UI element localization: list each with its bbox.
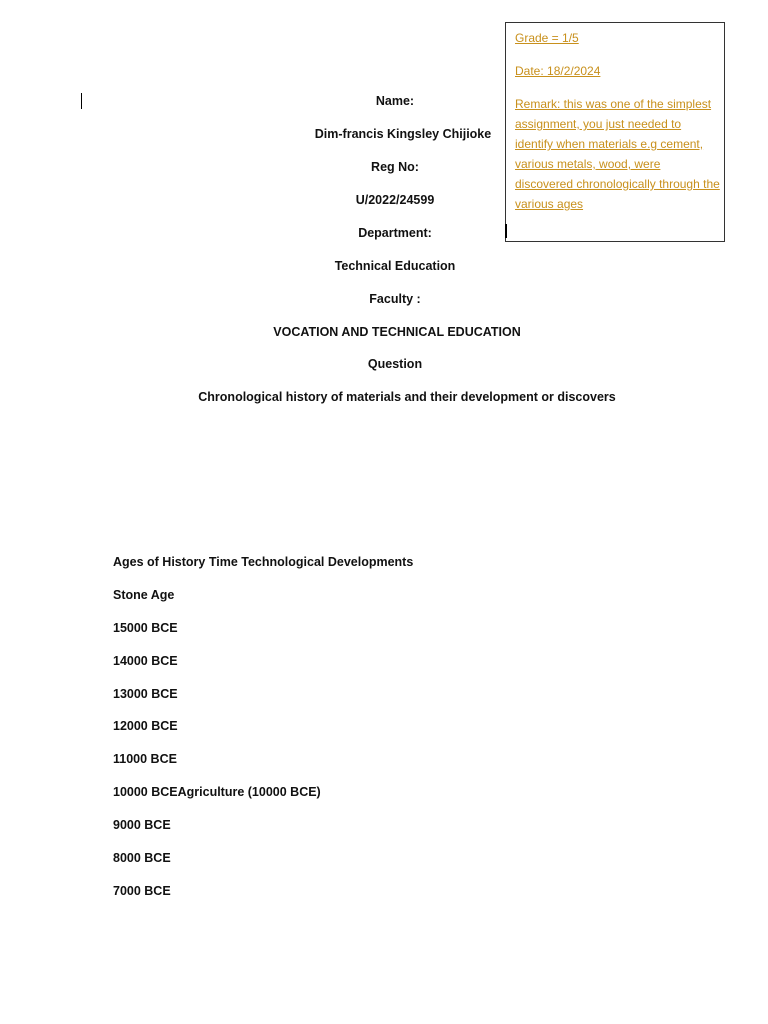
- reg-value: U/2022/24599: [355, 193, 435, 207]
- age-heading: Stone Age: [113, 588, 175, 602]
- timeline-heading: Ages of History Time Technological Developments: [113, 555, 414, 569]
- timeline-entry: 15000 BCE: [113, 621, 178, 635]
- timeline-entry: 11000 BCE: [113, 752, 177, 766]
- timeline-entry: 12000 BCE: [113, 719, 178, 733]
- timeline-entry: 14000 BCE: [113, 654, 178, 668]
- text-cursor: [81, 93, 82, 109]
- grading-date: Date: 18/2/2024: [515, 64, 601, 78]
- remark-text: Remark: this was one of the simplest assignment, you just needed to identify when materials e.g cement, various metals, wood, were discovered chronologically through the various ages: [515, 97, 720, 211]
- comment-anchor-marker: [505, 224, 507, 238]
- grading-remark-box[interactable]: [505, 22, 725, 242]
- department-label: Department:: [358, 226, 432, 240]
- department-value: Technical Education: [334, 259, 456, 273]
- name-value: Dim-francis Kingsley Chijioke: [314, 127, 492, 141]
- timeline-entry: 13000 BCE: [113, 687, 178, 701]
- name-label: Name:: [375, 94, 415, 108]
- reg-label: Reg No:: [371, 160, 419, 174]
- question-label: Question: [367, 357, 423, 371]
- timeline-entry: 9000 BCE: [113, 818, 171, 832]
- timeline-entry: 8000 BCE: [113, 851, 171, 865]
- faculty-value: VOCATION AND TECHNICAL EDUCATION: [273, 325, 521, 339]
- timeline-entry: 10000 BCEAgriculture (10000 BCE): [113, 785, 321, 799]
- grade-text: Grade = 1/5: [515, 31, 579, 45]
- faculty-label: Faculty :: [369, 292, 421, 306]
- question-text: Chronological history of materials and their development or discovers: [198, 390, 616, 404]
- timeline-entry: 7000 BCE: [113, 884, 171, 898]
